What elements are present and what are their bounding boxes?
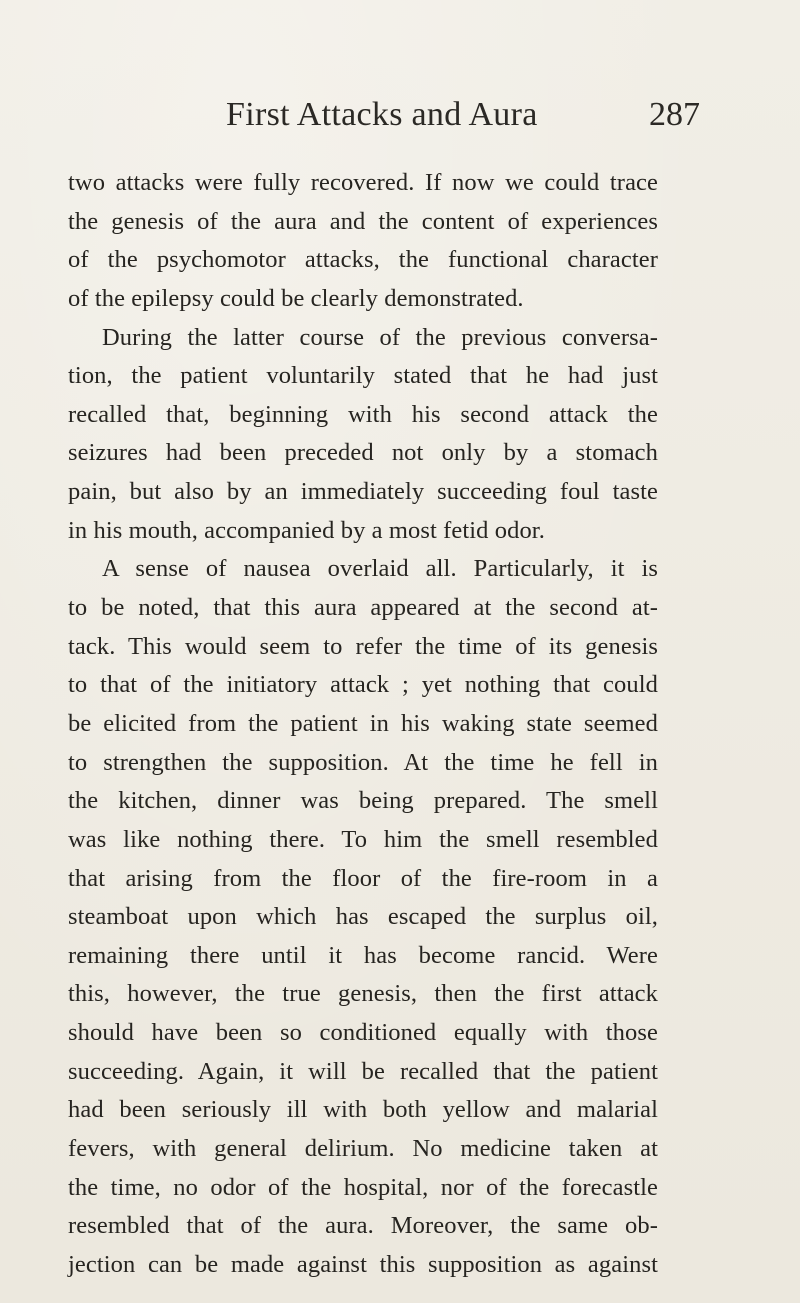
- text-line-28: resembled that of the aura. Moreover, the same ob-: [68, 1212, 658, 1240]
- text-line-6: tion, the patient voluntarily stated that he had just: [68, 362, 658, 390]
- text-line-5: During the latter course of the previous conversa-: [102, 323, 658, 351]
- text-line-10: in his mouth, accompanied by a most fetid odor.: [68, 516, 545, 544]
- text-line-4: of the epilepsy could be clearly demonstrated.: [68, 284, 524, 312]
- text-line-7: recalled that, beginning with his second attack the: [68, 400, 658, 428]
- text-line-24: succeeding. Again, it will be recalled that the patient: [68, 1057, 658, 1085]
- text-line-15: be elicited from the patient in his waking state seemed: [68, 709, 658, 737]
- text-line-13: tack. This would seem to refer the time of its genesis: [68, 632, 658, 660]
- text-line-8: seizures had been preceded not only by a stomach: [68, 439, 658, 467]
- text-line-26: fevers, with general delirium. No medicine taken at: [68, 1135, 658, 1163]
- text-line-21: remaining there until it has become rancid. Were: [68, 941, 658, 969]
- text-line-9: pain, but also by an immediately succeeding foul taste: [68, 478, 658, 506]
- text-line-29: jection can be made against this supposition as against: [68, 1250, 658, 1278]
- text-line-3: of the psychomotor attacks, the functional character: [68, 246, 658, 274]
- page-number: 287: [649, 96, 700, 133]
- text-line-22: this, however, the true genesis, then the first attack: [68, 980, 658, 1008]
- text-line-18: was like nothing there. To him the smell resembled: [68, 825, 658, 853]
- text-line-19: that arising from the floor of the fire-room in a: [68, 864, 658, 892]
- text-line-16: to strengthen the supposition. At the time he fell in: [68, 748, 658, 776]
- text-line-12: to be noted, that this aura appeared at the second at-: [68, 594, 658, 622]
- body-text: [68, 164, 658, 1285]
- running-head: [0, 78, 800, 138]
- text-line-25: had been seriously ill with both yellow and malarial: [68, 1096, 658, 1124]
- text-line-17: the kitchen, dinner was being prepared. The smell: [68, 787, 658, 815]
- text-line-2: the genesis of the aura and the content of experiences: [68, 207, 658, 235]
- text-line-11: A sense of nausea overlaid all. Particularly, it is: [102, 555, 658, 583]
- text-line-20: steamboat upon which has escaped the surplus oil,: [68, 903, 658, 931]
- text-line-14: to that of the initiatory attack ; yet nothing that could: [68, 671, 658, 699]
- running-title: First Attacks and Aura: [226, 96, 538, 133]
- text-line-23: should have been so conditioned equally with those: [68, 1019, 658, 1047]
- text-line-1: two attacks were fully recovered. If now we could trace: [68, 169, 658, 196]
- text-line-27: the time, no odor of the hospital, nor of the forecastle: [68, 1173, 658, 1201]
